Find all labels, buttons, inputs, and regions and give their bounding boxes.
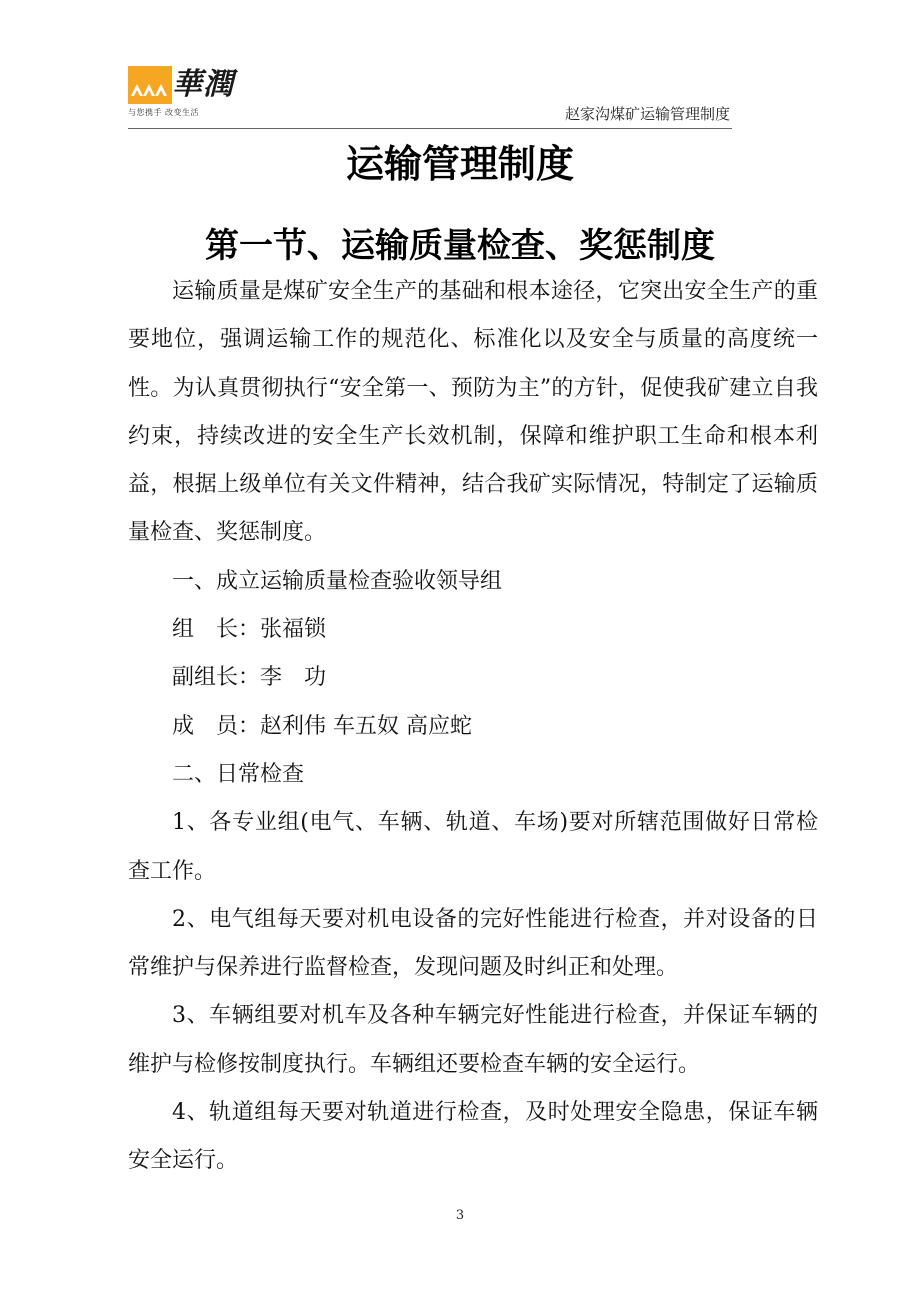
document-header-label: 赵家沟煤矿运输管理制度	[564, 105, 730, 123]
page-number: 3	[455, 1208, 465, 1223]
paragraph: 副组长：李 功	[172, 665, 327, 691]
logo-name: 華潤	[172, 67, 234, 102]
paragraph: 4、轨道组每天要对轨道进行检查，及时处理安全隐患，保证车辆安全运行。	[128, 1100, 818, 1174]
paragraph: 3、车辆组要对机车及各种车辆完好性能进行检查，并保证车辆的维护与检修按制度执行。车辆组还要检查车辆的安全运行。	[128, 1003, 818, 1077]
header-divider	[128, 128, 732, 129]
logo-mark-icon	[128, 66, 172, 104]
paragraph: 一、成立运输质量检查验收领导组	[172, 568, 503, 594]
document-title: 运输管理制度	[345, 142, 574, 186]
paragraph: 二、日常检查	[172, 761, 305, 787]
paragraph: 运输质量是煤矿安全生产的基础和根本途径，它突出安全生产的重要地位，强调运输工作的规范化、标准化以及安全与质量的高度统一性。为认真贯彻执行“安全第一、预防为主”的方针，促使我矿建立自我约束，持续改进的安全生产长效机制，保障和维护职工生命和根本利益，根据上级单位有关文件精神，结合我矿实际情况，特制定了运输质量检查、奖惩制度。	[128, 279, 818, 546]
paragraph: 2、电气组每天要对机电设备的完好性能进行检查，并对设备的日常维护与保养进行监督检查，发现问题及时纠正和处理。	[128, 906, 818, 981]
section-title: 第一节、运输质量检查、奖惩制度	[205, 226, 715, 266]
paragraph: 成 员：赵利伟 车五奴 高应蛇	[172, 713, 472, 739]
paragraph: 1、各专业组(电气、车辆、轨道、车场)要对所辖范围做好日常检查工作。	[128, 810, 818, 884]
company-logo	[128, 66, 248, 126]
document-body	[128, 268, 818, 1186]
logo-slogan: 与您携手 改变生活	[128, 108, 200, 117]
paragraph: 组 长：张福锁	[172, 617, 327, 643]
